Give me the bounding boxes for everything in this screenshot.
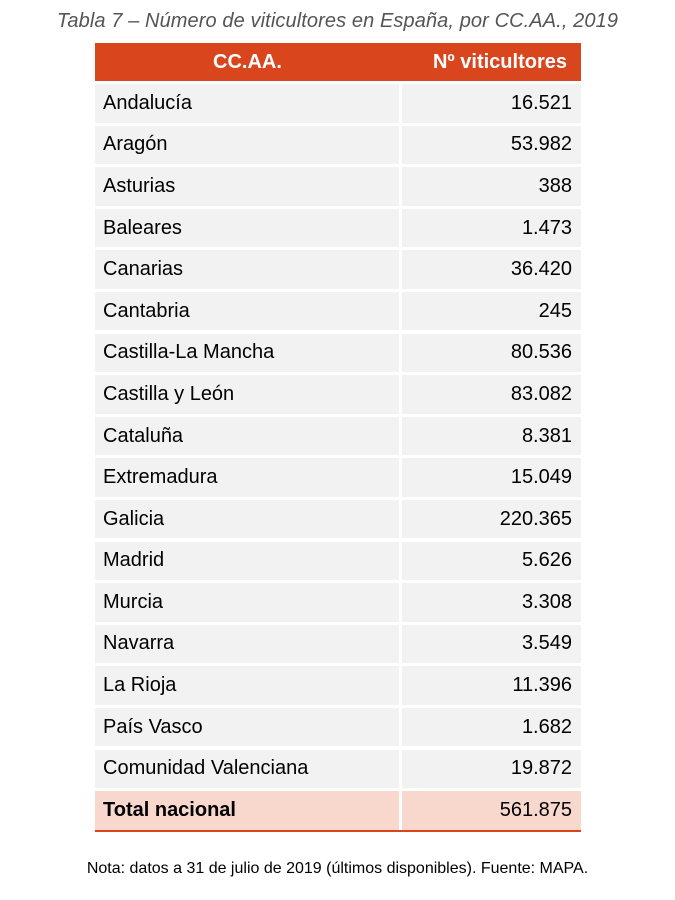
table-row — [95, 750, 581, 789]
table-row — [95, 500, 581, 539]
count-cell: 11.396 — [402, 666, 581, 705]
region-cell: Baleares — [95, 209, 399, 248]
count-cell: 1.682 — [402, 708, 581, 747]
count-cell: 83.082 — [402, 375, 581, 414]
count-cell: 3.549 — [402, 625, 581, 664]
table-row — [95, 209, 581, 248]
table-row — [95, 583, 581, 622]
region-cell: Andalucía — [95, 84, 399, 123]
count-cell: 8.381 — [402, 417, 581, 456]
count-cell: 15.049 — [402, 458, 581, 497]
region-cell: Galicia — [95, 500, 399, 539]
count-cell: 53.982 — [402, 126, 581, 165]
region-cell: Cantabria — [95, 292, 399, 331]
count-cell: 220.365 — [402, 500, 581, 539]
table-header — [95, 43, 581, 81]
table-row — [95, 458, 581, 497]
total-underline — [95, 830, 581, 832]
count-cell: 245 — [402, 292, 581, 331]
region-cell: Cataluña — [95, 417, 399, 456]
count-cell: 16.521 — [402, 84, 581, 123]
table-row — [95, 167, 581, 206]
region-cell: Extremadura — [95, 458, 399, 497]
count-cell: 36.420 — [402, 250, 581, 289]
count-cell: 80.536 — [402, 334, 581, 373]
total-label: Total nacional — [95, 791, 399, 830]
table-caption: Tabla 7 – Número de viticultores en España, por CC.AA., 2019 — [56, 10, 619, 32]
region-cell: Navarra — [95, 625, 399, 664]
header-region: CC.AA. — [213, 50, 282, 73]
region-cell: Canarias — [95, 250, 399, 289]
table-row — [95, 292, 581, 331]
table-row — [95, 84, 581, 123]
region-cell: Murcia — [95, 583, 399, 622]
table-row — [95, 250, 581, 289]
region-cell: Aragón — [95, 126, 399, 165]
table-row — [95, 666, 581, 705]
table-note: Nota: datos a 31 de julio de 2019 (últimos disponibles). Fuente: MAPA. — [86, 860, 589, 877]
region-cell: Castilla y León — [95, 375, 399, 414]
table-row — [95, 126, 581, 165]
total-value: 561.875 — [402, 791, 581, 830]
region-cell: Asturias — [95, 167, 399, 206]
table-row — [95, 625, 581, 664]
count-cell: 5.626 — [402, 542, 581, 581]
region-cell: Castilla-La Mancha — [95, 334, 399, 373]
count-cell: 3.308 — [402, 583, 581, 622]
region-cell: Comunidad Valenciana — [95, 750, 399, 789]
count-cell: 19.872 — [402, 750, 581, 789]
count-cell: 388 — [402, 167, 581, 206]
table-row — [95, 542, 581, 581]
region-cell: La Rioja — [95, 666, 399, 705]
total-row — [95, 791, 581, 830]
table-row — [95, 375, 581, 414]
header-count: Nº viticultores — [432, 50, 567, 73]
table-body — [95, 84, 581, 832]
data-table — [95, 43, 581, 832]
table-row — [95, 334, 581, 373]
table-row — [95, 417, 581, 456]
table-row — [95, 708, 581, 747]
region-cell: Madrid — [95, 542, 399, 581]
count-cell: 1.473 — [402, 209, 581, 248]
region-cell: País Vasco — [95, 708, 399, 747]
